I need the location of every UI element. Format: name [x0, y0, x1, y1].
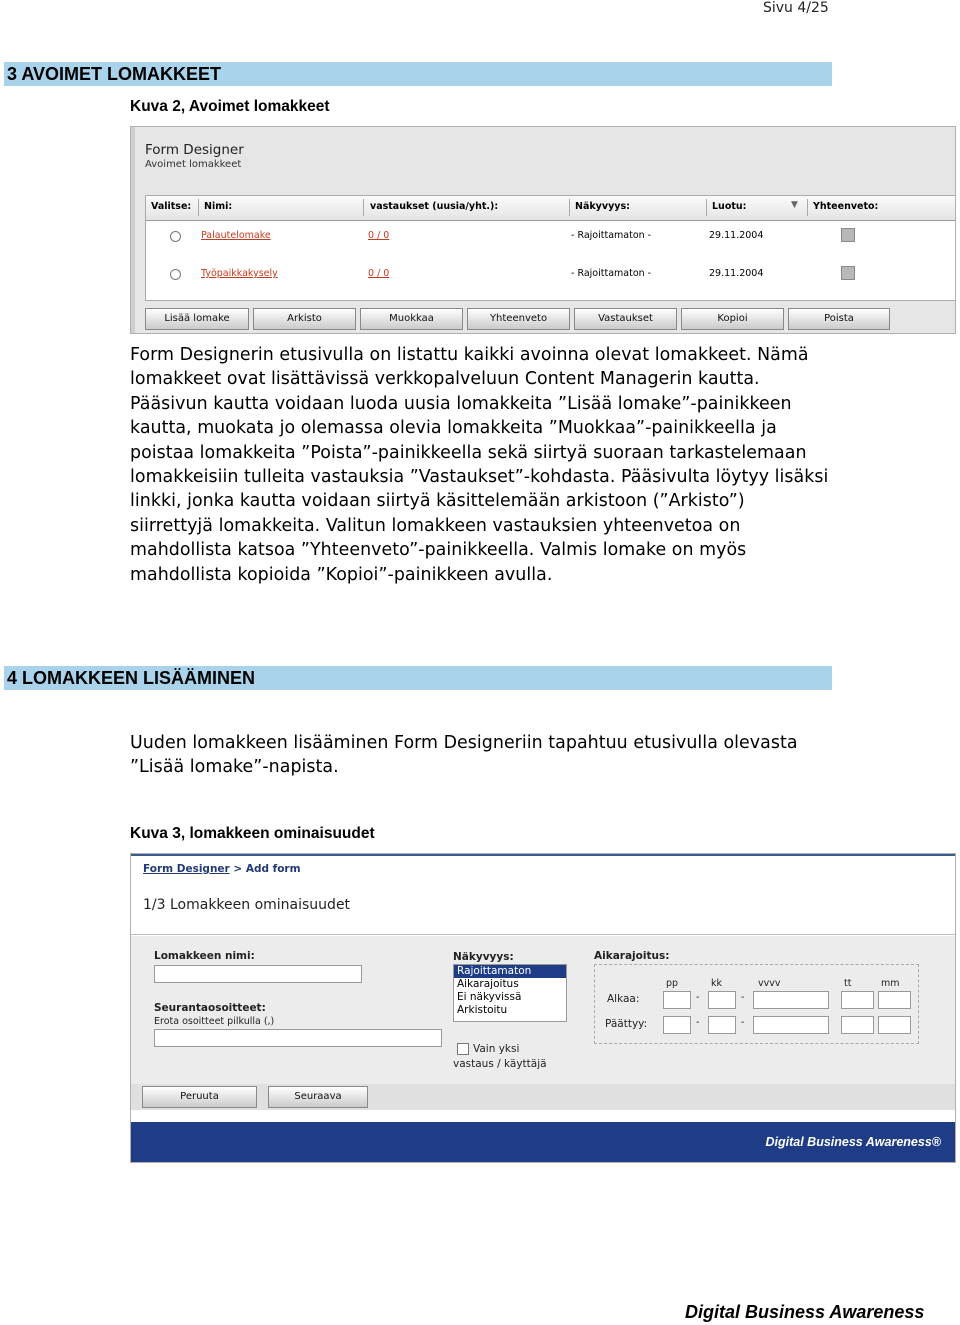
- start-year-input[interactable]: [753, 991, 829, 1009]
- delete-button[interactable]: Poista: [788, 308, 890, 330]
- responses-button[interactable]: Vastaukset: [574, 308, 677, 330]
- end-minute-input[interactable]: [878, 1016, 911, 1034]
- visibility-option[interactable]: Rajoittamaton: [454, 965, 566, 978]
- section-4-title: 4 LOMAKKEEN LISÄÄMINEN: [7, 668, 256, 688]
- cancel-button[interactable]: Peruuta: [142, 1086, 257, 1108]
- section-3-title: 3 AVOIMET LOMAKKEET: [7, 64, 222, 84]
- page-number: Sivu 4/25: [763, 0, 829, 16]
- responses-link[interactable]: 0 / 0: [368, 230, 390, 241]
- end-year-input[interactable]: [753, 1016, 829, 1034]
- form-button-bar: [131, 1084, 955, 1110]
- year-header: vvvv: [758, 978, 781, 989]
- time-limit-label: Aikarajoitus:: [594, 950, 670, 962]
- summary-table-icon[interactable]: [841, 228, 855, 242]
- month-header: kk: [711, 978, 723, 989]
- section-3-heading-bar: [4, 62, 832, 86]
- app-title: Form Designer: [145, 142, 244, 158]
- section-3-paragraph: [130, 343, 830, 587]
- visibility-value: - Rajoittamaton -: [571, 268, 652, 279]
- brand-footer: [131, 1122, 955, 1162]
- start-month-input[interactable]: [708, 991, 736, 1009]
- date-separator: -: [696, 992, 700, 1003]
- page-footer-brand: Digital Business Awareness: [685, 1302, 925, 1322]
- date-separator: -: [741, 992, 745, 1003]
- form-name-label: Lomakkeen nimi:: [154, 950, 255, 962]
- start-minute-input[interactable]: [878, 991, 911, 1009]
- paragraph-text: Uuden lomakkeen lisääminen Form Designeriin tapahtuu etusivulla olevasta ”Lisää lomake”-napista.: [130, 733, 798, 778]
- single-response-label-2: vastaus / käyttäjä: [453, 1058, 547, 1070]
- next-button[interactable]: Seuraava: [268, 1086, 368, 1108]
- end-hour-input[interactable]: [841, 1016, 874, 1034]
- sort-arrow-icon[interactable]: ▼: [791, 200, 798, 210]
- start-day-input[interactable]: [663, 991, 691, 1009]
- breadcrumb-current: > Add form: [229, 863, 301, 875]
- table-row: [146, 259, 956, 291]
- select-radio[interactable]: [170, 269, 181, 280]
- end-label: Päättyy:: [605, 1018, 648, 1030]
- start-hour-input[interactable]: [841, 991, 874, 1009]
- screenshot-border: [131, 127, 135, 334]
- col-responses[interactable]: vastaukset (uusia/yht.):: [370, 201, 499, 212]
- col-select: Valitse:: [151, 201, 192, 212]
- breadcrumb-home-link[interactable]: Form Designer: [143, 863, 230, 875]
- figure-3-caption: Kuva 3, lomakkeen ominaisuudet: [130, 825, 375, 842]
- column-divider: [706, 199, 707, 216]
- table-row: [146, 221, 956, 253]
- form-name-link[interactable]: Työpaikkakysely: [201, 268, 278, 279]
- col-name[interactable]: Nimi:: [204, 201, 233, 212]
- column-divider: [363, 199, 364, 216]
- summary-table-icon[interactable]: [841, 266, 855, 280]
- visibility-label: Näkyvyys:: [453, 951, 514, 963]
- end-day-input[interactable]: [663, 1016, 691, 1034]
- date-separator: -: [741, 1017, 745, 1028]
- visibility-option[interactable]: Arkistoitu: [457, 1004, 508, 1016]
- breadcrumb: [143, 863, 301, 875]
- divider: [131, 934, 955, 935]
- forms-table: [145, 195, 956, 301]
- tracking-input[interactable]: [154, 1029, 442, 1047]
- copy-button[interactable]: Kopioi: [681, 308, 784, 330]
- add-form-button[interactable]: Lisää lomake: [145, 308, 249, 330]
- single-response-label-1: Vain yksi: [473, 1043, 520, 1055]
- section-4-heading-bar: [4, 666, 832, 690]
- visibility-option[interactable]: Aikarajoitus: [457, 978, 519, 990]
- created-date: 29.11.2004: [709, 268, 764, 279]
- visibility-option[interactable]: Ei näkyvissä: [457, 991, 522, 1003]
- step-heading: 1/3 Lomakkeen ominaisuudet: [143, 897, 351, 913]
- col-summary: Yhteenveto:: [813, 201, 879, 212]
- created-date: 29.11.2004: [709, 230, 764, 241]
- app-subtitle: Avoimet lomakkeet: [145, 159, 242, 170]
- col-visibility[interactable]: Näkyvyys:: [575, 201, 630, 212]
- day-header: pp: [666, 978, 679, 989]
- hour-header: tt: [844, 978, 852, 989]
- form-name-link[interactable]: Palautelomake: [201, 230, 271, 241]
- edit-button[interactable]: Muokkaa: [360, 308, 463, 330]
- col-created[interactable]: Luotu:: [712, 201, 747, 212]
- brand-text: Digital Business Awareness®: [765, 1135, 941, 1149]
- figure-2-caption: Kuva 2, Avoimet lomakkeet: [130, 98, 330, 115]
- form-properties-screenshot: [130, 853, 956, 1163]
- end-month-input[interactable]: [708, 1016, 736, 1034]
- section-4-paragraph: [130, 731, 830, 780]
- column-divider: [807, 199, 808, 216]
- start-label: Alkaa:: [607, 993, 640, 1005]
- tracking-hint: Erota osoitteet pilkulla (,): [154, 1016, 275, 1027]
- column-divider: [569, 199, 570, 216]
- select-radio[interactable]: [170, 231, 181, 242]
- tracking-label: Seurantaosoitteet:: [154, 1002, 266, 1014]
- visibility-listbox[interactable]: [453, 964, 567, 1022]
- time-limit-box: [594, 964, 919, 1044]
- paragraph-text: Form Designerin etusivulla on listattu kaikki avoinna olevat lomakkeet. Nämä lomakkeet ovat lisättävissä verkkopalveluun Content Managerin kautta. Pääsivun kautta voidaan luoda uusia lomakkeita ”Lisää lomake”-painikkeen kautta, muokata jo olemassa olevia lomakkeita ”Muokkaa”-painikkeella ja poistaa lomakkeita ”Poista”-painikkeella sekä siirtyä suoraan tarkastelemaan lomakkeisiin tulleita vastauksia ”Vastaukset”-kohdasta. Pääsivulta löytyy lisäksi linkki, jonka kautta voidaan siirtyä käsittelemään arkistoon (”Arkisto”) siirrettyjä lomakkeita. Valitun lomakkeen vastauksien yhteenvetoa on mahdollista katsoa ”Yhteenveto”-painikkeella. Valmis lomake on myös mahdollista kopioida ”Kopioi”-painikkeen avulla.: [130, 345, 829, 585]
- column-divider: [198, 199, 199, 216]
- responses-link[interactable]: 0 / 0: [368, 268, 390, 279]
- action-button-bar: [145, 308, 955, 332]
- top-border: [131, 854, 955, 856]
- open-forms-screenshot: [130, 126, 956, 334]
- single-response-checkbox[interactable]: [457, 1043, 469, 1055]
- minute-header: mm: [881, 978, 900, 989]
- table-header: [146, 196, 956, 221]
- visibility-value: - Rajoittamaton -: [571, 230, 652, 241]
- form-name-input[interactable]: [154, 965, 362, 983]
- summary-button[interactable]: Yhteenveto: [467, 308, 570, 330]
- archive-button[interactable]: Arkisto: [253, 308, 356, 330]
- date-separator: -: [696, 1017, 700, 1028]
